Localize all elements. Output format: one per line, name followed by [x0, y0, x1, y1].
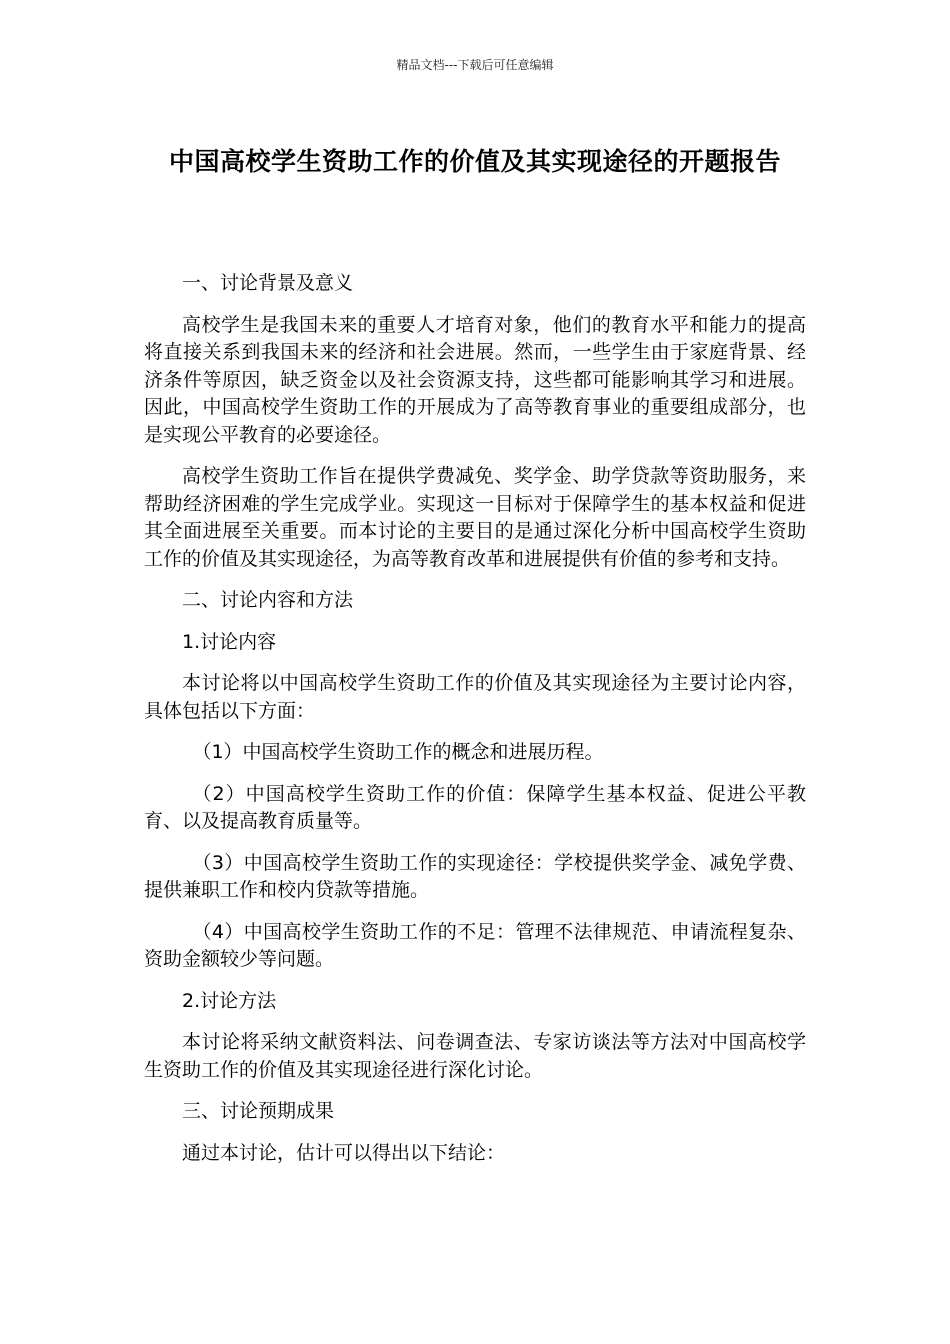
subsection-heading-1: 1.讨论内容 [182, 630, 277, 653]
paragraph: 通过本讨论，估计可以得出以下结论： [182, 1141, 506, 1164]
subsection-heading-2: 2.讨论方法 [182, 989, 277, 1012]
paragraph: 本讨论将以中国高校学生资助工作的价值及其实现途径为主要讨论内容，具体包括以下方面： [144, 672, 806, 722]
list-item: （1）中国高校学生资助工作的概念和进展历程。 [192, 741, 604, 763]
document-title: 中国高校学生资助工作的价值及其实现途径的开题报告 [168, 147, 781, 176]
paragraph: 高校学生资助工作旨在提供学费减免、奖学金、助学贷款等资助服务，来帮助经济困难的学生完成学业。实现这一目标对于保障学生的基本权益和促进其全面进展至关重要。而本讨论的主要目的是通过深化分析中国高校学生资助工作的价值及其实现途径，为高等教育改革和进展提供有价值的参考和支持。 [144, 465, 806, 570]
page-header: 精品文档---下载后可任意编辑 [396, 58, 554, 72]
list-item: （4）中国高校学生资助工作的不足：管理不法律规范、申请流程复杂、资助金额较少等问题。 [144, 920, 806, 970]
list-item: （3）中国高校学生资助工作的实现途径：学校提供奖学金、减免学费、提供兼职工作和校内贷款等措施。 [144, 851, 806, 901]
section-heading-1: 一、讨论背景及意义 [182, 272, 354, 294]
paragraph: 高校学生是我国未来的重要人才培育对象，他们的教育水平和能力的提高将直接关系到我国未来的经济和社会进展。然而，一些学生由于家庭背景、经济条件等原因，缺乏资金以及社会资源支持，这些都可能影响其学习和进展。因此，中国高校学生资助工作的开展成为了高等教育事业的重要组成部分，也是实现公平教育的必要途径。 [144, 313, 806, 446]
section-heading-3: 三、讨论预期成果 [182, 1100, 335, 1122]
list-item: （2）中国高校学生资助工作的价值：保障学生基本权益、促进公平教育、以及提高教育质量等。 [144, 782, 806, 832]
section-heading-2: 二、讨论内容和方法 [182, 589, 354, 611]
paragraph: 本讨论将采纳文献资料法、问卷调查法、专家访谈法等方法对中国高校学生资助工作的价值及其实现途径进行深化讨论。 [144, 1031, 806, 1081]
document-body [144, 270, 806, 1167]
